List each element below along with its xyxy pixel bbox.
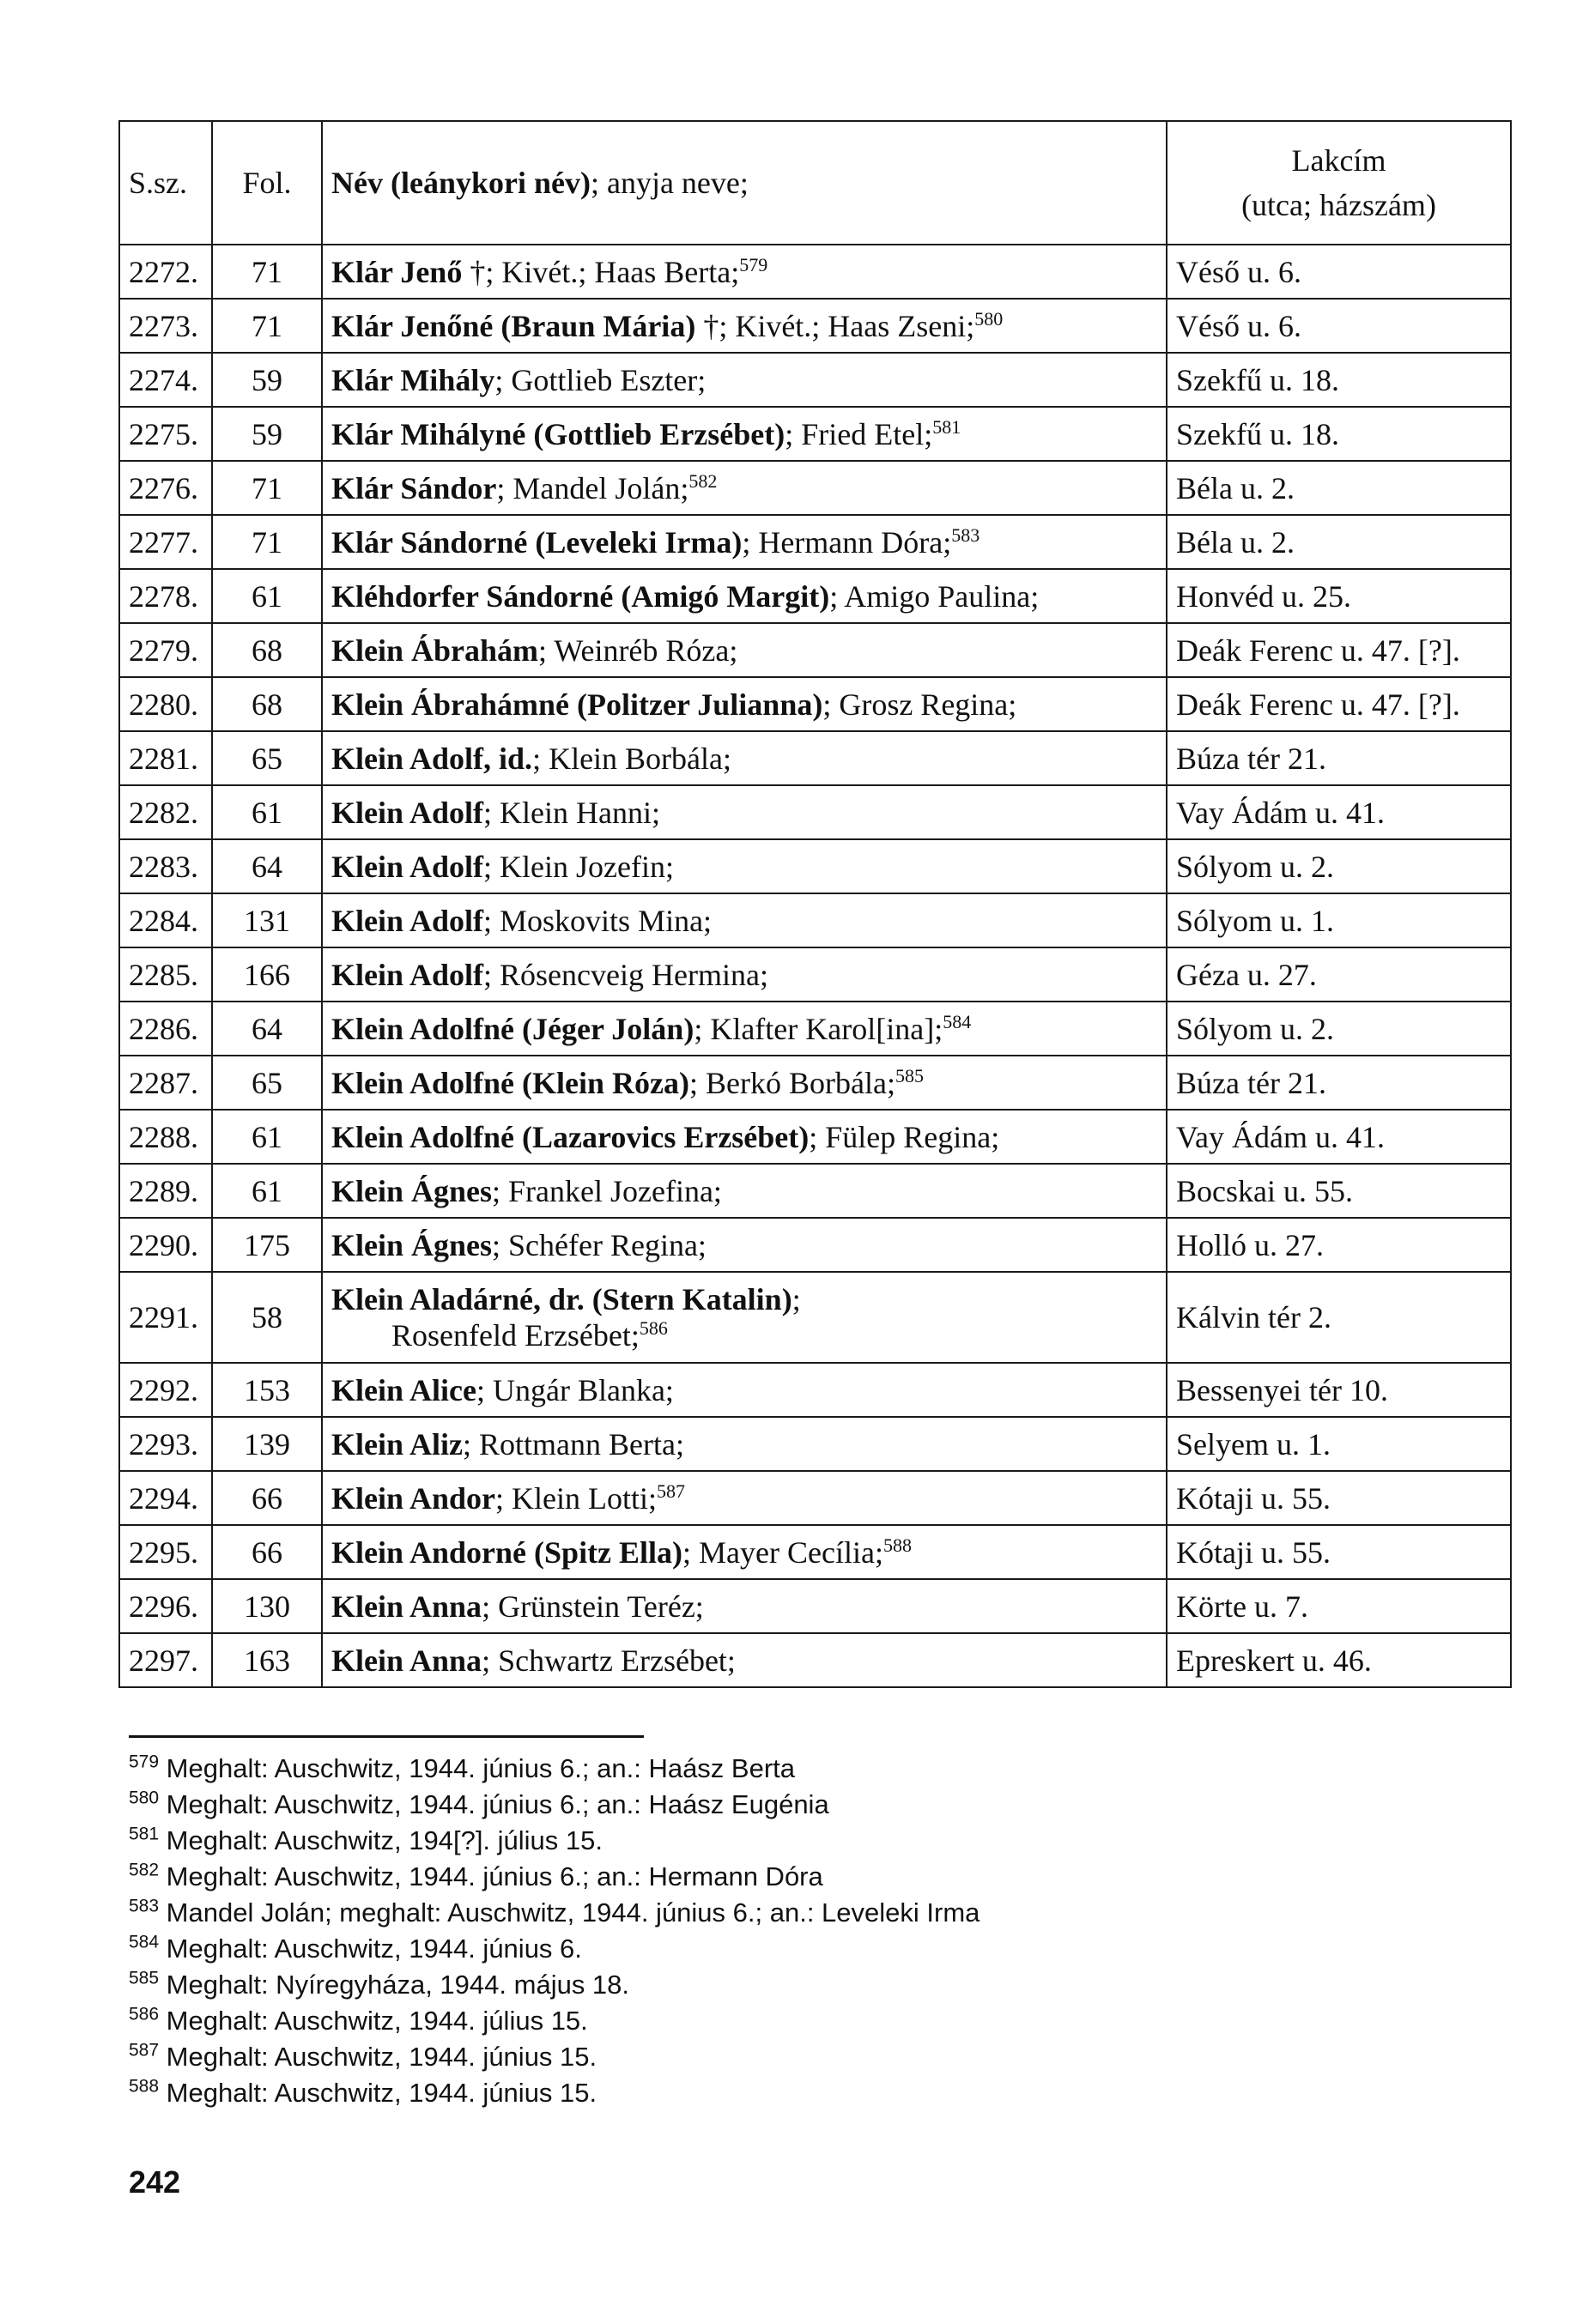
footnote — [129, 1895, 1245, 1931]
table-row — [119, 947, 1511, 1002]
footnote-number: 579 — [129, 1752, 160, 1772]
address-cell: Bessenyei tér 10. — [1167, 1363, 1511, 1417]
address-cell: Sólyom u. 2. — [1167, 839, 1511, 893]
table-row — [119, 1002, 1511, 1056]
address-cell: Véső u. 6. — [1167, 299, 1511, 353]
name-cell — [322, 299, 1167, 353]
mother-name: ; Fülep Regina; — [809, 1119, 1000, 1154]
name-cell — [322, 1002, 1167, 1056]
mother-name: ; Ungár Blanka; — [476, 1372, 674, 1407]
name-cell — [322, 1363, 1167, 1417]
address-cell: Deák Ferenc u. 47. [?]. — [1167, 623, 1511, 677]
table-row — [119, 461, 1511, 515]
serial-number-cell: 2276. — [119, 461, 212, 515]
serial-number-cell: 2286. — [119, 1002, 212, 1056]
mother-name: ; Frankel Jozefina; — [492, 1173, 722, 1208]
serial-number-cell: 2281. — [119, 731, 212, 785]
serial-number-cell: 2290. — [119, 1218, 212, 1272]
footnotes — [129, 1751, 1245, 2111]
footnote-number: 581 — [129, 1824, 160, 1844]
folio-cell: 175 — [212, 1218, 322, 1272]
serial-number-cell: 2279. — [119, 623, 212, 677]
table-row — [119, 1272, 1511, 1363]
name-cell — [322, 623, 1167, 677]
address-cell: Holló u. 27. — [1167, 1218, 1511, 1272]
footnote-number: 580 — [129, 1788, 160, 1808]
person-name: Klein Adolfné (Jéger Jolán) — [331, 1011, 694, 1046]
person-name: Klein Adolfné (Klein Róza) — [331, 1065, 689, 1100]
serial-number-cell: 2285. — [119, 947, 212, 1002]
folio-cell: 163 — [212, 1633, 322, 1687]
footnote — [129, 1787, 1245, 1823]
name-cell — [322, 353, 1167, 407]
mother-name: ; Grünstein Teréz; — [482, 1589, 704, 1624]
name-cell — [322, 785, 1167, 839]
person-name: Klein Adolf — [331, 957, 484, 992]
footnote-ref: 584 — [943, 1010, 972, 1032]
person-name: Klein Adolf — [331, 903, 484, 938]
serial-number-cell: 2287. — [119, 1056, 212, 1110]
serial-number-cell: 2277. — [119, 515, 212, 569]
serial-number-cell: 2294. — [119, 1471, 212, 1525]
address-cell: Béla u. 2. — [1167, 515, 1511, 569]
person-name: Klein Aladárné, dr. (Stern Katalin) — [331, 1282, 792, 1316]
serial-number-cell: 2273. — [119, 299, 212, 353]
table-row — [119, 515, 1511, 569]
name-cell — [322, 1525, 1167, 1579]
serial-number-cell: 2278. — [119, 569, 212, 623]
table-row — [119, 731, 1511, 785]
header-address — [1167, 121, 1511, 245]
person-name: Klár Jenő — [331, 254, 463, 289]
name-cell — [322, 407, 1167, 461]
folio-cell: 64 — [212, 839, 322, 893]
person-name: Klein Aliz — [331, 1426, 463, 1462]
footnote-ref: 585 — [895, 1064, 924, 1086]
table-row — [119, 299, 1511, 353]
mother-name: ; Rottmann Berta; — [463, 1426, 684, 1462]
folio-cell: 61 — [212, 569, 322, 623]
address-cell: Sólyom u. 2. — [1167, 1002, 1511, 1056]
serial-number-cell: 2272. — [119, 245, 212, 299]
footnote-text: Meghalt: Auschwitz, 1944. június 15. — [166, 2042, 597, 2072]
footnote — [129, 1931, 1245, 1967]
mother-name: †; Kivét.; Haas Berta; — [462, 254, 740, 289]
name-cell — [322, 1633, 1167, 1687]
footnote-number: 588 — [129, 2076, 160, 2097]
table-row — [119, 407, 1511, 461]
footnote-ref: 583 — [951, 524, 980, 546]
folio-cell: 71 — [212, 299, 322, 353]
footnote-ref: 587 — [657, 1480, 686, 1502]
name-cell — [322, 947, 1167, 1002]
footnote-text: Meghalt: Auschwitz, 1944. június 6. — [166, 1934, 582, 1964]
serial-number-cell: 2280. — [119, 677, 212, 731]
mother-name: ; Schwartz Erzsébet; — [482, 1643, 736, 1678]
address-cell: Béla u. 2. — [1167, 461, 1511, 515]
mother-name: ; — [791, 1282, 801, 1316]
person-name: Kléhdorfer Sándorné (Amigó Margit) — [331, 578, 830, 614]
address-cell: Körte u. 7. — [1167, 1579, 1511, 1633]
address-cell: Honvéd u. 25. — [1167, 569, 1511, 623]
person-name: Klár Mihályné (Gottlieb Erzsébet) — [331, 416, 785, 451]
table-row — [119, 353, 1511, 407]
table-header-row — [119, 121, 1511, 245]
footnote-text: Meghalt: Auschwitz, 1944. július 15. — [166, 2006, 588, 2036]
name-cell — [322, 677, 1167, 731]
mother-name-line2: Rosenfeld Erzsébet; — [391, 1318, 640, 1353]
folio-cell: 71 — [212, 461, 322, 515]
table-row — [119, 1417, 1511, 1471]
name-cell — [322, 515, 1167, 569]
mother-name: ; Berkó Borbála; — [689, 1065, 895, 1100]
table-row — [119, 785, 1511, 839]
person-name: Klár Sándorné (Leveleki Irma) — [331, 524, 743, 560]
address-cell: Epreskert u. 46. — [1167, 1633, 1511, 1687]
person-name: Klein Andor — [331, 1480, 496, 1516]
person-name: Klein Adolfné (Lazarovics Erzsébet) — [331, 1119, 810, 1154]
table-row — [119, 623, 1511, 677]
mother-name: ; Amigo Paulina; — [829, 578, 1040, 614]
footnote-ref: 580 — [974, 307, 1004, 330]
folio-cell: 71 — [212, 515, 322, 569]
folio-cell: 166 — [212, 947, 322, 1002]
footnote-text: Meghalt: Auschwitz, 1944. június 15. — [166, 2078, 597, 2108]
folio-cell: 139 — [212, 1417, 322, 1471]
mother-name: †; Kivét.; Haas Zseni; — [695, 308, 975, 343]
person-name: Klein Ábrahámné (Politzer Julianna) — [331, 687, 823, 722]
mother-name: ; Fried Etel; — [785, 416, 933, 451]
footnote-number: 583 — [129, 1896, 160, 1916]
mother-name: ; Mayer Cecília; — [682, 1534, 883, 1570]
table-row — [119, 1525, 1511, 1579]
table-row — [119, 1164, 1511, 1218]
footnote-text: Meghalt: Auschwitz, 1944. június 6.; an.: Hermann Dóra — [166, 1861, 823, 1891]
address-cell: Búza tér 21. — [1167, 731, 1511, 785]
folio-cell: 61 — [212, 1164, 322, 1218]
mother-name: ; Schéfer Regina; — [492, 1227, 707, 1262]
serial-number-cell: 2297. — [119, 1633, 212, 1687]
footnote-text: Meghalt: Auschwitz, 1944. június 6.; an.: Haász Berta — [166, 1753, 796, 1783]
table-body — [119, 245, 1511, 1687]
footnote — [129, 1967, 1245, 2003]
serial-number-cell: 2284. — [119, 893, 212, 947]
folio-cell: 71 — [212, 245, 322, 299]
name-cell — [322, 839, 1167, 893]
name-cell — [322, 1471, 1167, 1525]
serial-number-cell: 2295. — [119, 1525, 212, 1579]
mother-name: ; Klein Borbála; — [532, 741, 732, 776]
mother-name: ; Mandel Jolán; — [496, 470, 689, 505]
mother-name: ; Moskovits Mina; — [483, 903, 713, 938]
table-row — [119, 1218, 1511, 1272]
name-cell — [322, 893, 1167, 947]
address-cell: Vay Ádám u. 41. — [1167, 785, 1511, 839]
folio-cell: 130 — [212, 1579, 322, 1633]
person-name: Klár Jenőné (Braun Mária) — [331, 308, 696, 343]
serial-number-cell: 2282. — [119, 785, 212, 839]
folio-cell: 65 — [212, 1056, 322, 1110]
name-cell — [322, 1164, 1167, 1218]
name-cell — [322, 1579, 1167, 1633]
serial-number-cell: 2292. — [119, 1363, 212, 1417]
footnote-text: Meghalt: Auschwitz, 194[?]. július 15. — [166, 1825, 603, 1855]
folio-cell: 58 — [212, 1272, 322, 1363]
table-row — [119, 1363, 1511, 1417]
footnote-ref: 588 — [882, 1534, 912, 1556]
folio-cell: 59 — [212, 407, 322, 461]
mother-name-continued — [331, 1317, 1157, 1353]
name-cell — [322, 1218, 1167, 1272]
footnote-ref: 579 — [739, 253, 768, 275]
folio-cell: 65 — [212, 731, 322, 785]
name-cell — [322, 1417, 1167, 1471]
table-row — [119, 1056, 1511, 1110]
footnote-divider — [129, 1735, 644, 1738]
person-name: Klein Ágnes — [331, 1173, 493, 1208]
address-cell: Szekfű u. 18. — [1167, 407, 1511, 461]
serial-number-cell: 2275. — [119, 407, 212, 461]
folio-cell: 61 — [212, 785, 322, 839]
name-cell — [322, 1272, 1167, 1363]
person-name: Klein Adolf — [331, 795, 484, 830]
address-cell: Vay Ádám u. 41. — [1167, 1110, 1511, 1164]
person-name: Klein Anna — [331, 1643, 482, 1678]
footnote-ref: 582 — [688, 469, 718, 492]
page-number: 242 — [129, 2164, 181, 2200]
table-row — [119, 245, 1511, 299]
header-name — [322, 121, 1167, 245]
mother-name: ; Klein Jozefin; — [483, 849, 674, 884]
footnote — [129, 1859, 1245, 1895]
address-cell: Szekfű u. 18. — [1167, 353, 1511, 407]
footnote-ref: 586 — [639, 1317, 668, 1339]
serial-number-cell: 2293. — [119, 1417, 212, 1471]
name-cell — [322, 245, 1167, 299]
address-cell: Bocskai u. 55. — [1167, 1164, 1511, 1218]
mother-name: ; Hermann Dóra; — [742, 524, 952, 560]
folio-cell: 131 — [212, 893, 322, 947]
table-row — [119, 1633, 1511, 1687]
serial-number-cell: 2274. — [119, 353, 212, 407]
serial-number-cell: 2296. — [119, 1579, 212, 1633]
footnote-text: Meghalt: Auschwitz, 1944. június 6.; an.: Haász Eugénia — [166, 1789, 829, 1819]
footnote-text: Mandel Jolán; meghalt: Auschwitz, 1944. június 6.; an.: Leveleki Irma — [166, 1897, 980, 1928]
table-row — [119, 839, 1511, 893]
header-name-bold: Név (leánykori név) — [331, 166, 591, 200]
footnote — [129, 2075, 1245, 2111]
folio-cell: 68 — [212, 677, 322, 731]
header-serial-number: S.sz. — [119, 121, 212, 245]
table-row — [119, 1110, 1511, 1164]
address-cell: Sólyom u. 1. — [1167, 893, 1511, 947]
footnote — [129, 2039, 1245, 2075]
mother-name: ; Klein Lotti; — [495, 1480, 658, 1516]
footnote-number: 587 — [129, 2040, 160, 2061]
footnote-number: 582 — [129, 1860, 160, 1880]
folio-cell: 61 — [212, 1110, 322, 1164]
header-folio: Fol. — [212, 121, 322, 245]
header-address-line2: (utca; házszám) — [1241, 188, 1436, 222]
address-cell: Búza tér 21. — [1167, 1056, 1511, 1110]
serial-number-cell: 2283. — [119, 839, 212, 893]
folio-cell: 66 — [212, 1525, 322, 1579]
folio-cell: 153 — [212, 1363, 322, 1417]
address-cell: Kótaji u. 55. — [1167, 1525, 1511, 1579]
address-cell: Selyem u. 1. — [1167, 1417, 1511, 1471]
person-name: Klein Andorné (Spitz Ella) — [331, 1534, 683, 1570]
table-row — [119, 569, 1511, 623]
address-cell: Kótaji u. 55. — [1167, 1471, 1511, 1525]
folio-cell: 68 — [212, 623, 322, 677]
person-name: Klein Adolf — [331, 849, 484, 884]
mother-name: ; Klein Hanni; — [483, 795, 660, 830]
serial-number-cell: 2289. — [119, 1164, 212, 1218]
table-row — [119, 1471, 1511, 1525]
footnote-number: 586 — [129, 2004, 160, 2024]
footnote — [129, 2003, 1245, 2039]
person-name: Klein Anna — [331, 1589, 482, 1624]
footnote — [129, 1823, 1245, 1859]
person-name: Klein Adolf, id. — [331, 741, 533, 776]
address-cell: Deák Ferenc u. 47. [?]. — [1167, 677, 1511, 731]
mother-name: ; Klafter Karol[ina]; — [694, 1011, 943, 1046]
mother-name: ; Grosz Regina; — [822, 687, 1017, 722]
name-cell — [322, 731, 1167, 785]
address-cell: Véső u. 6. — [1167, 245, 1511, 299]
mother-name: ; Weinréb Róza; — [538, 632, 738, 668]
serial-number-cell: 2288. — [119, 1110, 212, 1164]
address-cell: Géza u. 27. — [1167, 947, 1511, 1002]
footnote-number: 584 — [129, 1932, 160, 1952]
person-name: Klein Ágnes — [331, 1227, 493, 1262]
address-cell: Kálvin tér 2. — [1167, 1272, 1511, 1363]
table-row — [119, 1579, 1511, 1633]
footnote-text: Meghalt: Nyíregyháza, 1944. május 18. — [166, 1970, 630, 2000]
name-cell — [322, 1110, 1167, 1164]
folio-cell: 59 — [212, 353, 322, 407]
serial-number-cell: 2291. — [119, 1272, 212, 1363]
person-name: Klein Ábrahám — [331, 632, 539, 668]
name-cell — [322, 1056, 1167, 1110]
table-row — [119, 677, 1511, 731]
footnote-ref: 581 — [932, 415, 961, 438]
name-cell — [322, 569, 1167, 623]
header-name-rest: ; anyja neve; — [590, 166, 749, 200]
footnote-number: 585 — [129, 1968, 160, 1988]
person-name: Klár Sándor — [331, 470, 497, 505]
header-address-line1: Lakcím — [1291, 143, 1386, 178]
mother-name: ; Rósencveig Hermina; — [483, 957, 768, 992]
person-name: Klár Mihály — [331, 362, 495, 397]
name-cell — [322, 461, 1167, 515]
register-table — [118, 120, 1512, 1688]
mother-name: ; Gottlieb Eszter; — [494, 362, 707, 397]
folio-cell: 66 — [212, 1471, 322, 1525]
person-name: Klein Alice — [331, 1372, 476, 1407]
footnote — [129, 1751, 1245, 1787]
folio-cell: 64 — [212, 1002, 322, 1056]
table-row — [119, 893, 1511, 947]
